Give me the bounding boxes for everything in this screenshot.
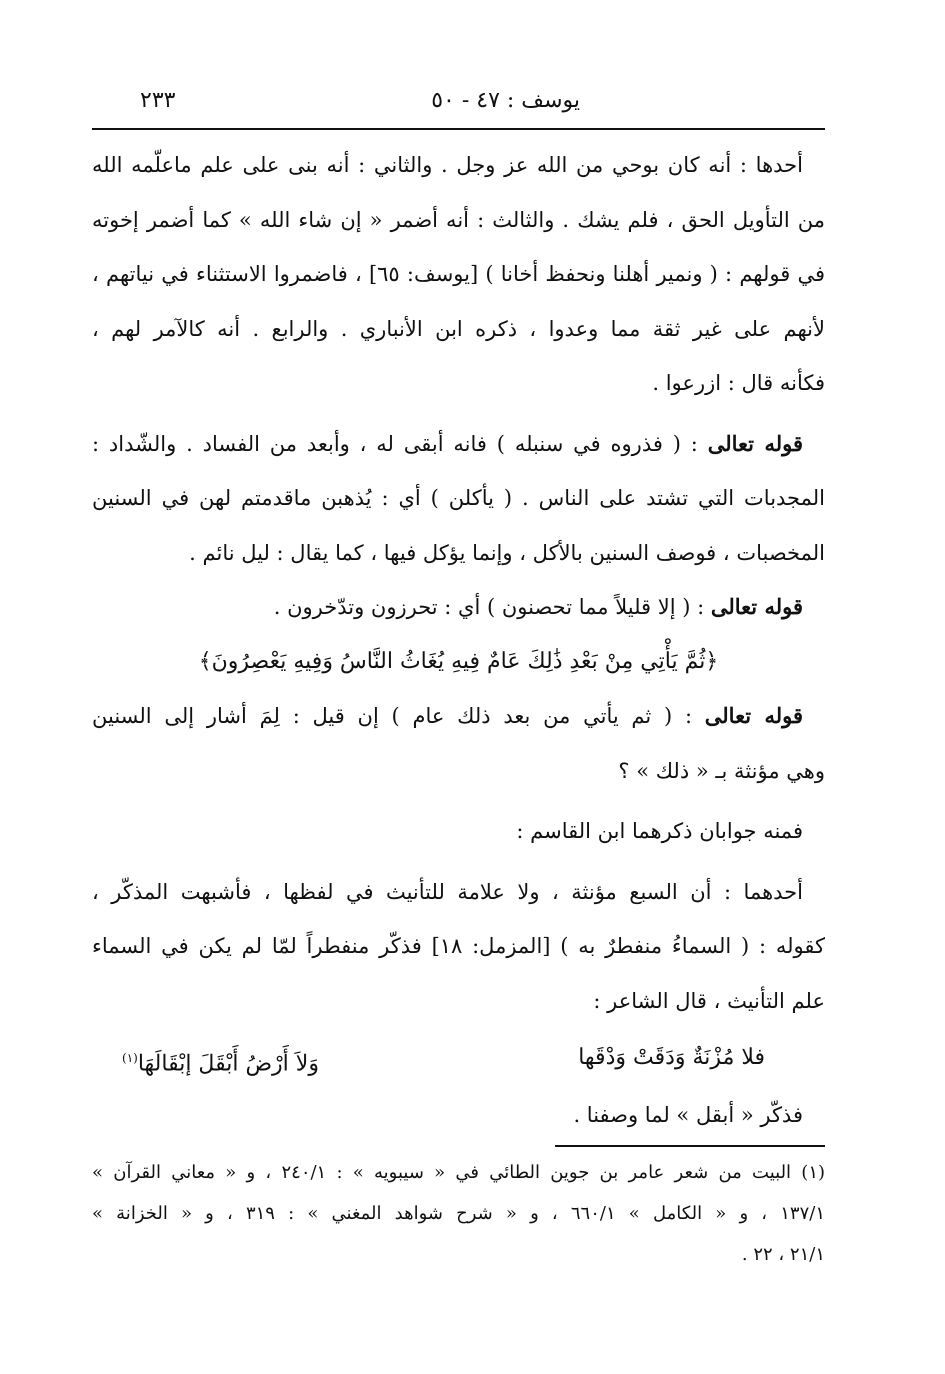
text-line: فكأنه قال : ازرعوا . [652,371,825,395]
page-number: ٢٣٣ [140,88,176,113]
text-line: المخصبات ، فوصف السنين بالأكل ، وإنما يؤكل فيها ، كما يقال : ليل نائم . [189,540,825,565]
text-line: لأنهم على غير ثقة مما وعدوا ، ذكره ابن الأنباري . والرابع . أنه كالآمر لهم ، [92,316,825,341]
text-line [92,689,825,744]
footnote-marker: (١) [122,1051,138,1065]
quran-verse: ﴿ثُمَّ يَأْتِي مِنْ بَعْدِ ذَٰلِكَ عَامٌ فِيهِ يُغَاثُ النَّاسُ وَفِيهِ يَعْصِرُونَ﴾ [198,648,719,674]
footnotes [92,1152,825,1275]
commentary-lead: قوله تعالى [707,430,803,456]
text-line: وهي مؤنثة بـ « ذلك » ؟ [618,758,825,783]
poem-verse [92,1028,825,1088]
text-line: في قولهم : ( ونمير أهلنا ونحفظ أخانا ) [يوسف: ٦٥] ، فاضمروا الاستثناء في نياتهم ، [92,262,825,286]
text-line: المجدبات التي تشتد على الناس . ( يأكلن ) أي : يُذهبن ماقدمتم لهن في السنين [92,486,825,510]
commentary-lead: قوله تعالى [704,703,803,728]
footnote-line: ١٣٧/١ ، و « الكامل » ٦٦٠/١ ، و « شرح شواهد المغني » : ٣١٩ ، و « الخزانة » [92,1203,825,1224]
main-text [92,138,825,1143]
text-line [92,417,825,472]
text-line: فذكّر « أبقل » لما وصفنا . [573,1103,803,1127]
page-header [100,88,820,124]
header-rule [92,128,825,130]
commentary-lead: قوله تعالى [710,594,803,619]
commentary-text: : ( فذروه في سنبله ) فانه أبقى له ، وأبعد من الفساد . والشّداد : [92,431,698,456]
text-line: أحدها : أنه كان بوحي من الله عز وجل . والثاني : أنه بنى على علم ماعلّمه الله [92,153,803,177]
text-line: كقوله : ( السماءُ منفطرٌ به ) [المزمل: ١٨] فذكّر منفطراً لمّا لم يكن في السماء [92,934,825,958]
text-line: فمنه جوابان ذكرهما ابن القاسم : [516,819,803,843]
text-line [92,580,825,635]
running-title: يوسف : ٤٧ - ٥٠ [431,88,580,113]
poem-hemistich-text: وَلاَ أَرْضُ أَبْقَلَ إبْقَالَهَا [137,1051,319,1077]
commentary-text: : ( ثم يأتي من بعد ذلك عام ) إن قيل : لِمَ أشار إلى السنين [92,704,693,728]
poem-hemistich-first: فلا مُزْنَةٌ وَدَقَتْ وَدْقَها [578,1045,765,1070]
footnote-line: ٢١/١ ، ٢٢ . [741,1244,825,1265]
footnote-line: (١) البيت من شعر عامر بن جوين الطائي في « سيبويه » : ٢٤٠/١ ، و « معاني القرآن » [92,1162,825,1183]
commentary-text: : ( إلا قليلاً مما تحصنون ) أي : تحرزون وتدّخرون . [273,595,705,619]
text-line: أحدهما : أن السبع مؤنثة ، ولا علامة للتأنيث في لفظها ، فأشبهت المذكّر ، [92,879,803,904]
text-line: علم التأنيث ، قال الشاعر : [593,988,825,1013]
text-line: من التأويل الحق ، فلم يشك . والثالث : أنه أضمر « إن شاء الله » كما أضمر إخوته [92,207,825,232]
footnote-rule [555,1145,825,1147]
poem-hemistich-second [122,1028,319,1088]
